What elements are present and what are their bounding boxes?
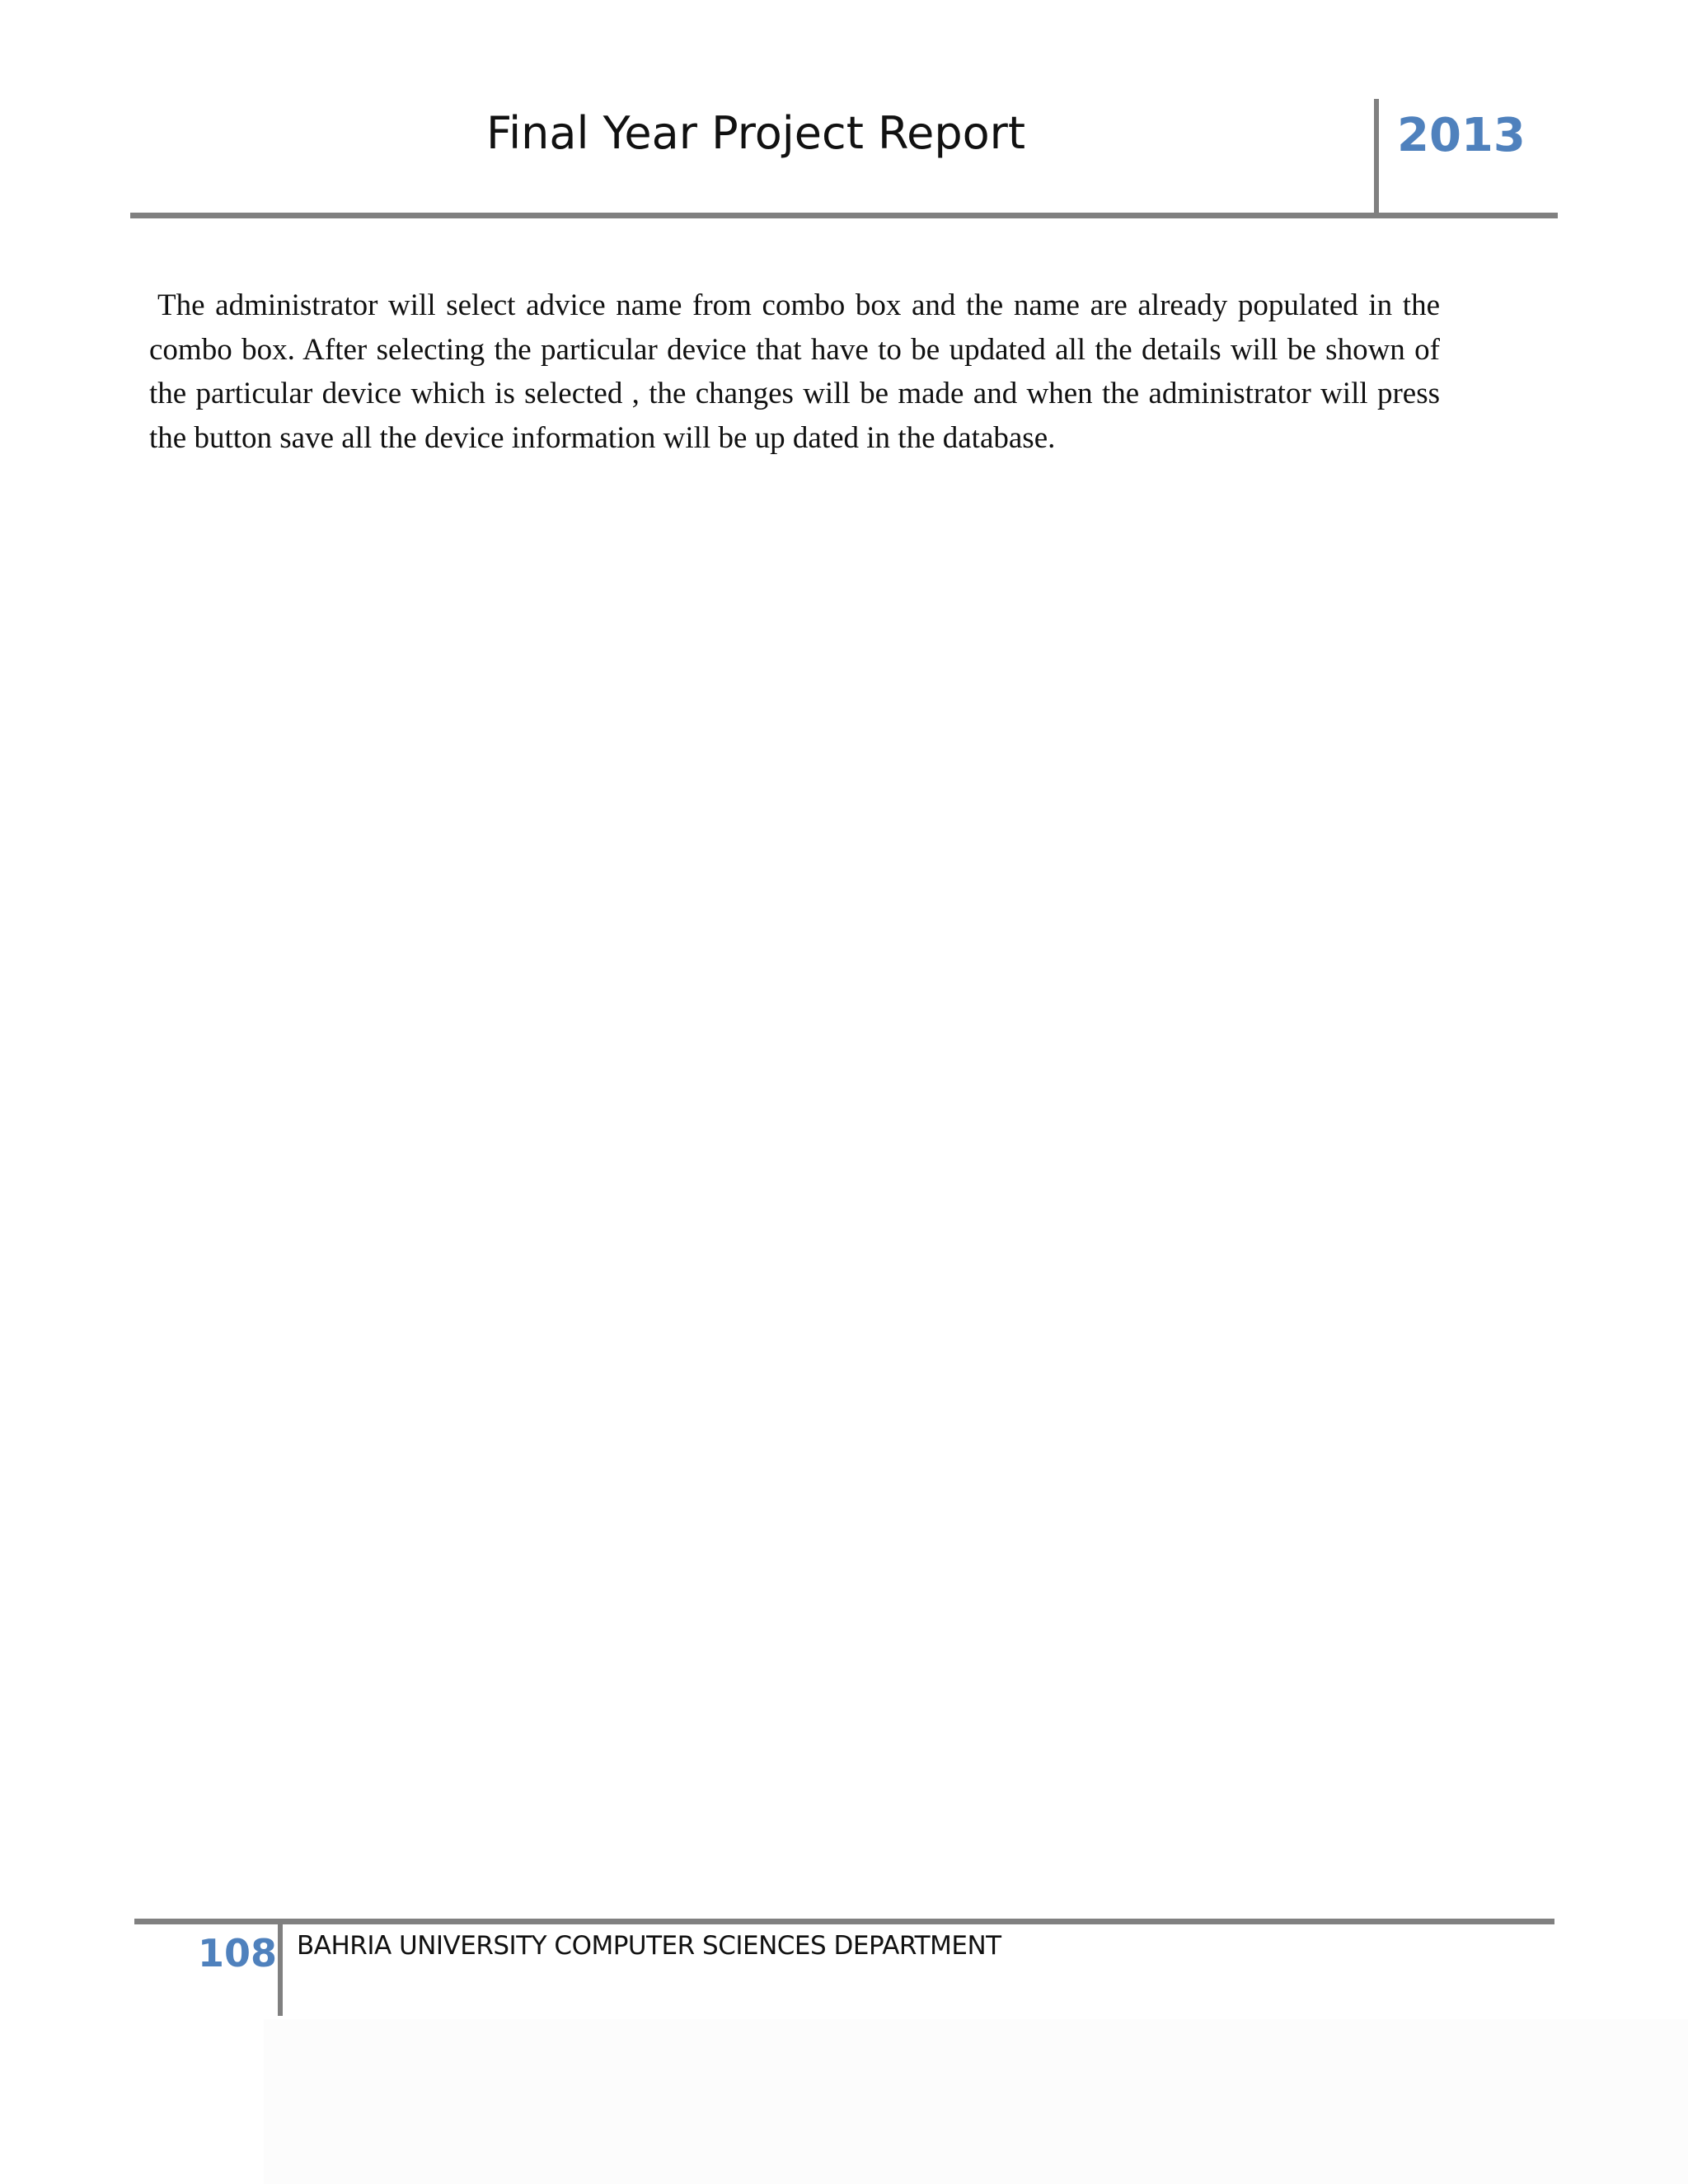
header-divider-vertical xyxy=(1374,99,1379,216)
header-rule xyxy=(130,213,1558,218)
page-header-year: 2013 xyxy=(1397,109,1526,162)
footer-rule xyxy=(134,1919,1554,1924)
page-header-title: Final Year Project Report xyxy=(486,107,1026,159)
footer-shade xyxy=(264,2019,1688,2184)
footer-department: BAHRIA UNIVERSITY COMPUTER SCIENCES DEPARTMENT xyxy=(297,1931,1001,1961)
page-number: 108 xyxy=(198,1931,278,1975)
footer-divider-vertical xyxy=(278,1920,283,2016)
body-paragraph: The administrator will select advice name from combo box and the name are already populated in the combo box. After selecting the particular device that have to be updated all the details will be shown of the particular device which is selected , the changes will be made and when the administrator will press the button save all the device information will be up dated in the database. xyxy=(149,288,1440,455)
